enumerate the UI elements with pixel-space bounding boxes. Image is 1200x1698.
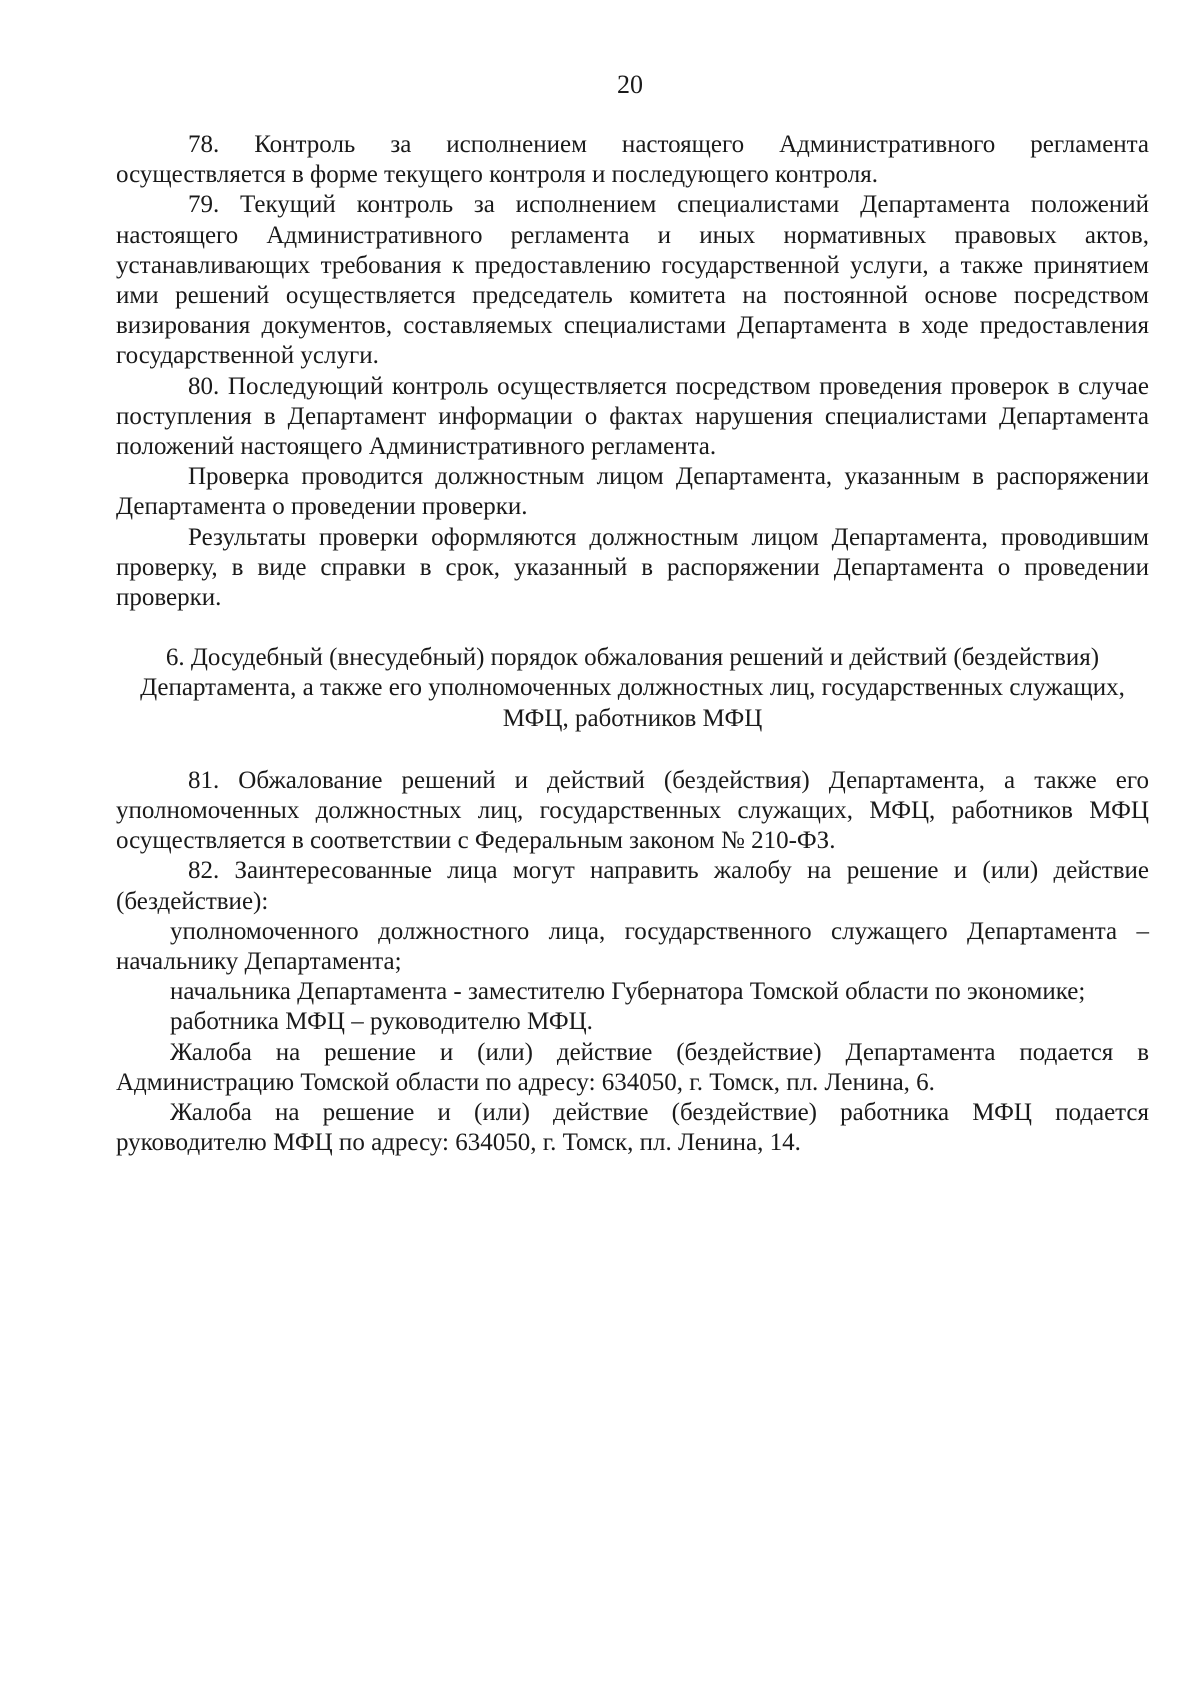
- page-number: 20: [617, 70, 643, 99]
- paragraph-inspection: Проверка проводится должностным лицом Департамента, указанным в распоряжении Департамента о проведении проверки.: [116, 463, 1149, 521]
- paragraph-inspection-results: Результаты проверки оформляются должностным лицом Департамента, проводившим проверку, в виде справки в срок, указанный в распоряжении Департамента о проведении проверки.: [116, 523, 1149, 612]
- paragraph-82: 82. Заинтересованные лица могут направить жалобу на решение и (или) действие (бездействие):: [116, 857, 1149, 915]
- paragraph-complaint-department: Жалоба на решение и (или) действие (бездействие) Департамента подается в Администрацию Томской области по адресу: 634050, г. Томск, пл. Ленина, 6.: [116, 1038, 1149, 1096]
- paragraph-78: 78. Контроль за исполнением настоящего Административного регламента осуществляется в форме текущего контроля и последующего контроля.: [116, 131, 1149, 189]
- section-heading: 6. Досудебный (внесудебный) порядок обжалования решений и действий (бездействия) Департамента, а также его уполномоченных должностных лиц, государственных служащих, МФЦ, работников МФЦ: [140, 644, 1125, 732]
- list-item-official: уполномоченного должностного лица, государственного служащего Департамента – начальнику Департамента;: [116, 917, 1149, 976]
- list-item-head: начальника Департамента - заместителю Губернатора Томской области по экономике;: [170, 978, 1086, 1006]
- list-item-mfc-worker: работника МФЦ – руководителю МФЦ.: [170, 1008, 593, 1036]
- paragraph-79: 79. Текущий контроль за исполнением специалистами Департамента положений настоящего Административного регламента и иных нормативных правовых актов, устанавливающих требования к предоставлению государственной услуги, а также принятием ими решений осуществляется председатель комитета на постоянной основе посредством визирования документов, составляемых специалистами Департамента в ходе предоставления государственной услуги.: [116, 191, 1149, 370]
- paragraph-81: 81. Обжалование решений и действий (бездействия) Департамента, а также его уполномоченных должностных лиц, государственных служащих, МФЦ, работников МФЦ осуществляется в соответствии с Федеральным законом № 210-ФЗ.: [116, 766, 1149, 855]
- paragraph-complaint-mfc: Жалоба на решение и (или) действие (бездействие) работника МФЦ подается руководителю МФЦ по адресу: 634050, г. Томск, пл. Ленина, 14.: [116, 1099, 1149, 1157]
- document-body: [116, 130, 1149, 1159]
- paragraph-80: 80. Последующий контроль осуществляется посредством проведения проверок в случае поступления в Департамент информации о фактах нарушения специалистами Департамента положений настоящего Административного регламента.: [116, 372, 1149, 461]
